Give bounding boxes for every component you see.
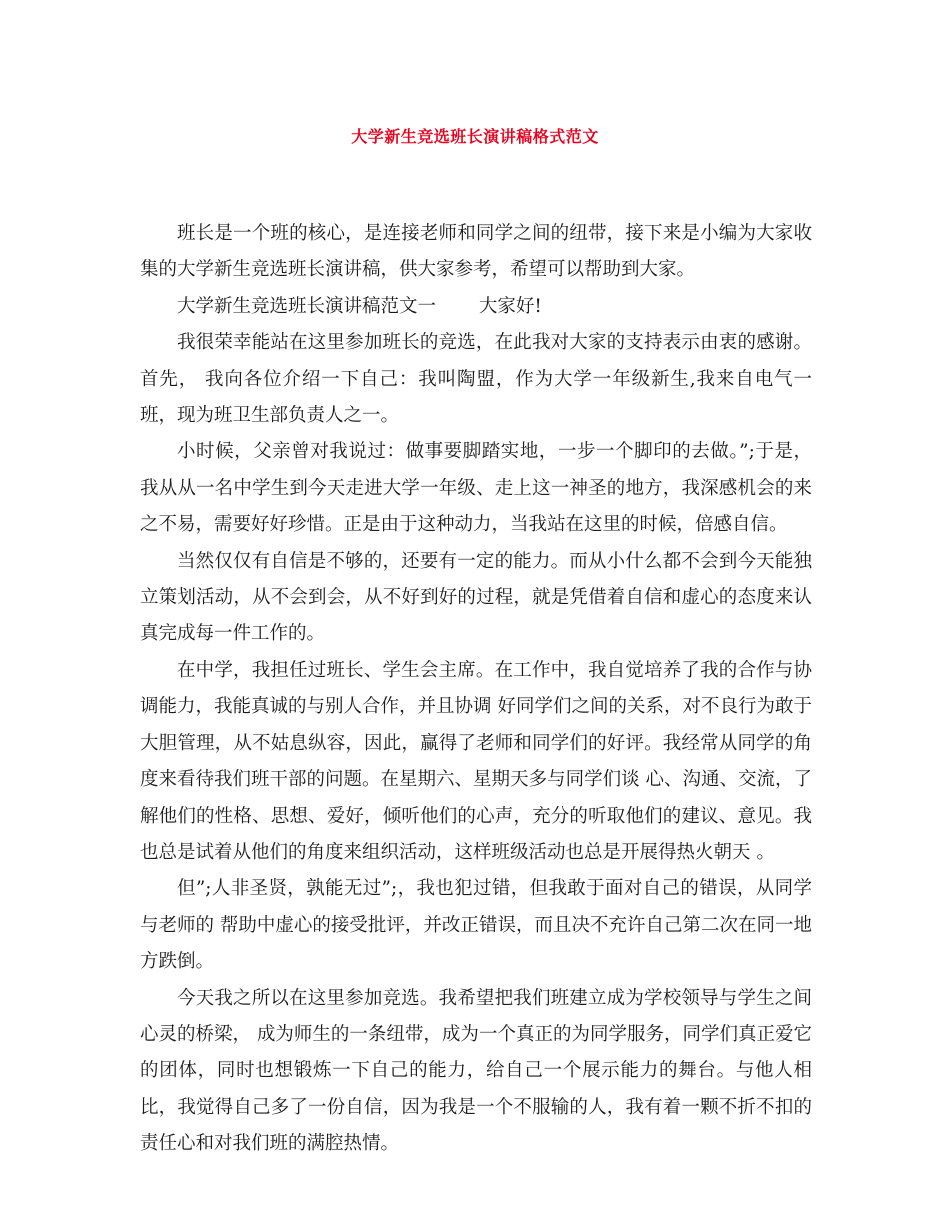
document-title: 大学新生竞选班长演讲稿格式范文: [351, 127, 599, 146]
paragraph: 但”;人非圣贤，孰能无过”;，我也犯过错，但我敢于面对自己的错误，从同学与老师的 帮助中虚心的接受批评，并改正错误，而且决不充许自己第二次在同一地方跌倒。: [140, 878, 812, 973]
paragraph: 在中学，我担任过班长、学生会主席。在工作中，我自觉培养了我的合作与协调能力，我能真诚的与别人合作，并且协调 好同学们之间的关系，对不良行为敢于大胆管理，从不姑息纵容，因此，赢得了老师和同学们的好评。我经常从同学的角度来看待我们班干部的问题。在星期六、星期天多与同学们谈 心、沟通、交流，了解他们的性格、思想、爱好，倾听他们的心声，充分的听取他们的建议、意见。我也总是试着从他们的角度来组织活动，这样班级活动也总是开展得热火朝天 。: [140, 659, 812, 863]
document-body: [140, 216, 812, 1163]
paragraph: 小时候，父亲曾对我说过：做事要脚踏实地，一步一个脚印的去做。”;于是，我从从一名中学生到今天走进大学一年级、走上这一神圣的地方，我深感机会的来之不易，需要好好珍惜。正是由于这种动力，当我站在这里的时候，倍感自信。: [140, 441, 812, 536]
paragraph: 大学新生竞选班长演讲稿范文一 大家好!: [177, 295, 542, 317]
paragraph: 当然仅仅有自信是不够的，还要有一定的能力。而从小什么都不会到今天能独立策划活动，从不会到会，从不好到好的过程，就是凭借着自信和虚心的态度来认真完成每一件工作的。: [140, 550, 812, 645]
paragraph: 今天我之所以在这里参加竞选。我希望把我们班建立成为学校领导与学生之间心灵的桥梁， 成为师生的一条纽带，成为一个真正的为同学服务，同学们真正爱它的团体，同时也想锻炼一下自己的能力，给自己一个展示能力的舞台。与他人相比，我觉得自己多了一份自信，因为我是一个不服输的人，我有着一颗不折不扣的责任心和对我们班的满腔热情。: [140, 987, 812, 1155]
paragraph: 我很荣幸能站在这里参加班长的竞选，在此我对大家的支持表示由衷的感谢。首先， 我向各位介绍一下自己：我叫陶盟，作为大学一年级新生,我来自电气一班，现为班卫生部负责人之一。: [140, 332, 812, 427]
paragraph: 班长是一个班的核心，是连接老师和同学之间的纽带，接下来是小编为大家收集的大学新生竞选班长演讲稿，供大家参考，希望可以帮助到大家。: [140, 223, 812, 281]
